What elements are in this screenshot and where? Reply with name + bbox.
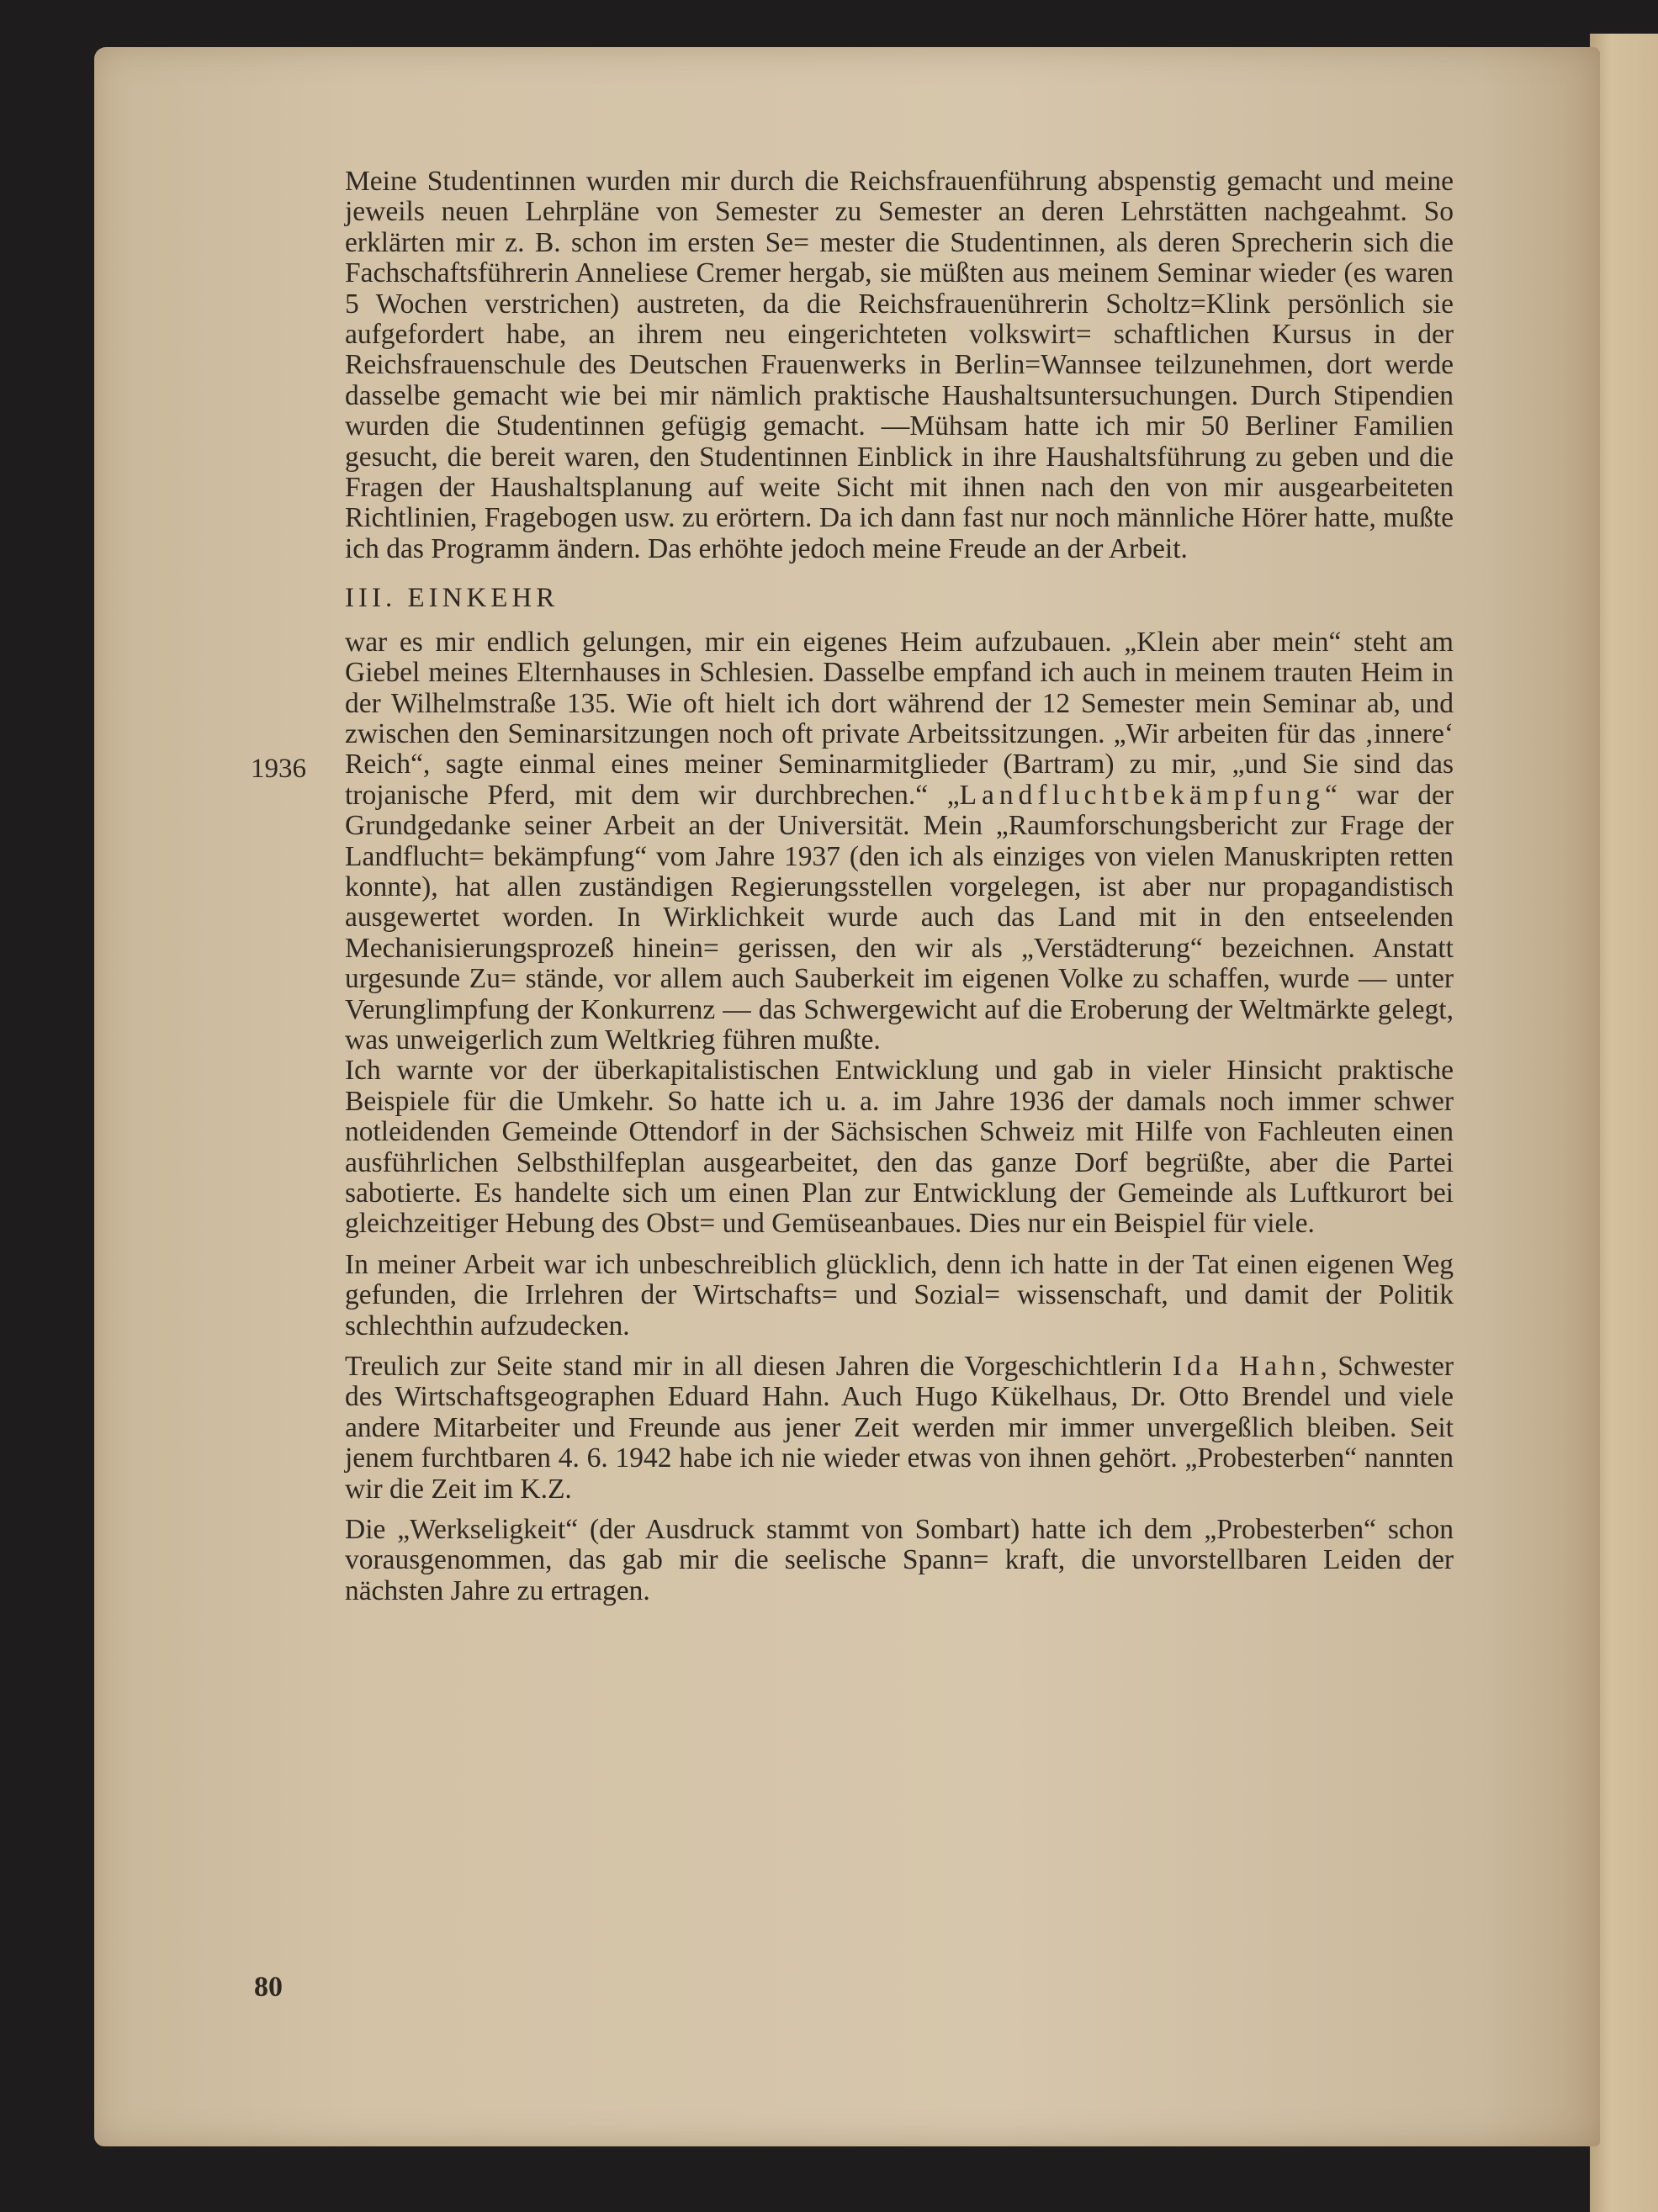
adjacent-page-edge	[1590, 34, 1658, 2212]
paragraph-1936-part-b: “ war der Grundgedanke seiner Arbeit an der Universität. Mein „Raumforschungsbericht zur Frage der Landflucht= bekämpfung“ vom Jahre 1937 (den ich als einziges von vielen Manuskripten retten konnte), hat allen zuständigen Regierungsstellen vorgelegen, ist aber nur propagandistisch ausgewertet worden. In Wirklichkeit wurde auch das Land mit in den entseelenden Mechanisierungsprozeß hinein= gerissen, den wir als „Verstädterung“ bezeichnen. Anstatt urgesunde Zu= stände, vor allem auch Sauberkeit im eigenen Volke zu schaffen, wurde — unter Verunglimpfung der Konkurrenz — das Schwergewicht auf die Eroberung der Weltmärkte gelegt, was unweigerlich zum Weltkrieg führen mußte.	[345, 779, 1454, 1056]
paragraph-colleagues	[345, 1352, 1454, 1505]
paragraph-1936-part-a: war es mir endlich gelungen, mir ein eigenes Heim aufzubauen. „Klein aber mein“ steht am Giebel meines Elternhauses in Schlesien. Dasselbe empfand ich auch in meinem trauten Heim in der Wilhelmstraße 135. Wie oft hielt ich dort während der 12 Semester mein Seminar ab, und zwischen den Seminarsitzungen noch oft private Arbeitssitzungen. „Wir arbeiten für das ‚innere‘ Reich“, sagte einmal eines meiner Seminarmitglieder (Bartram) zu mir, „und Sie sind das trojanische Pferd, mit dem wir durchbrechen.“ „	[345, 626, 1454, 811]
paragraph-colleagues-part-a: Treulich zur Seite stand mir in all diesen Jahren die Vorgeschichtlerin	[345, 1351, 1173, 1383]
paragraph-happiness: In meiner Arbeit war ich unbeschreiblich glücklich, denn ich hatte in der Tat einen eigenen Weg gefunden, die Irrlehren der Wirtschafts= und Sozial= wissenschaft, und damit der Politik schlechthin aufzudecken.	[345, 1248, 1454, 1341]
paragraph-intro: Meine Studentinnen wurden mir durch die Reichsfrauenführung abspenstig gemacht und meine jeweils neuen Lehrpläne von Semester zu Semester an deren Lehrstätten nachgeahmt. So erklärten mir z. B. schon im ersten Se= mester die Studentinnen, als deren Sprecherin sich die Fachschaftsführerin Anneliese Cremer hergab, sie müßten aus meinem Seminar wieder (es waren 5 Wochen verstrichen) austreten, da die Reichsfrauenührerin Scholtz=Klink persönlich sie aufgefordert habe, an ihrem neu eingerichteten volkswirt= schaftlichen Kursus in der Reichsfrauenschule des Deutschen Frauenwerks in Berlin=Wannsee teilzunehmen, dort werde dasselbe gemacht wie bei mir nämlich praktische Haushaltsuntersuchungen. Durch Stipendien wurden die Studentinnen gefügig gemacht. —Mühsam hatte ich mir 50 Berliner Familien gesucht, die bereit waren, den Studentinnen Einblick in ihre Haushaltsführung zu geben und die Fragen der Haushaltsplanung auf weite Sicht mit ihnen nach den von mir ausgearbeiteten Richtlinien, Fragebogen usw. zu erörtern. Da ich dann fast nur noch männliche Hörer hatte, mußte ich das Programm ändern. Das erhöhte jedoch meine Freude an der Arbeit.	[345, 166, 1454, 564]
margin-year: 1936	[251, 754, 306, 784]
emphasis-ida-hahn: Ida Hahn	[1172, 1351, 1321, 1383]
body-text	[345, 167, 1454, 1606]
paragraph-warning: Ich warnte vor der überkapitalistischen Entwicklung und gab in vieler Hinsicht praktische Beispiele für die Umkehr. So hatte ich u. a. im Jahre 1936 der damals noch immer schwer notleidenden Gemeinde Ottendorf in der Sächsischen Schweiz mit Hilfe von Fachleuten einen ausführlichen Selbsthilfeplan ausgearbeitet, den das ganze Dorf begrüßte, aber die Partei sabotierte. Es handelte sich um einen Plan zur Entwicklung der Gemeinde als Luftkurort bei gleichzeitiger Hebung des Obst= und Gemüseanbaues. Dies nur ein Beispiel für viele.	[345, 1055, 1454, 1240]
paragraph-colleagues-part-b: , Schwester des Wirtschaftsgeographen Eduard Hahn. Auch Hugo Kükelhaus, Dr. Otto Brendel und viele andere Mitarbeiter und Freunde aus jener Zeit werden mir immer unvergeßlich bleiben. Seit jenem furchtbaren 4. 6. 1942 habe ich nie wieder etwas von ihnen gehört. „Probesterben“ nannten wir die Zeit im K.Z.	[345, 1351, 1454, 1505]
paragraph-1936	[345, 627, 1454, 1056]
paragraph-werkseligkeit: Die „Werkseligkeit“ (der Ausdruck stammt von Sombart) hatte ich dem „Probesterben“ schon vorausgenommen, das gab mir die seelische Spann= kraft, die unvorstellbaren Leiden der nächsten Jahre zu ertragen.	[345, 1514, 1454, 1606]
section-heading: III. EINKEHR	[345, 583, 559, 614]
page-number: 80	[254, 1971, 283, 2003]
emphasis-landflucht: Landfluchtbekämpfung	[959, 779, 1326, 811]
